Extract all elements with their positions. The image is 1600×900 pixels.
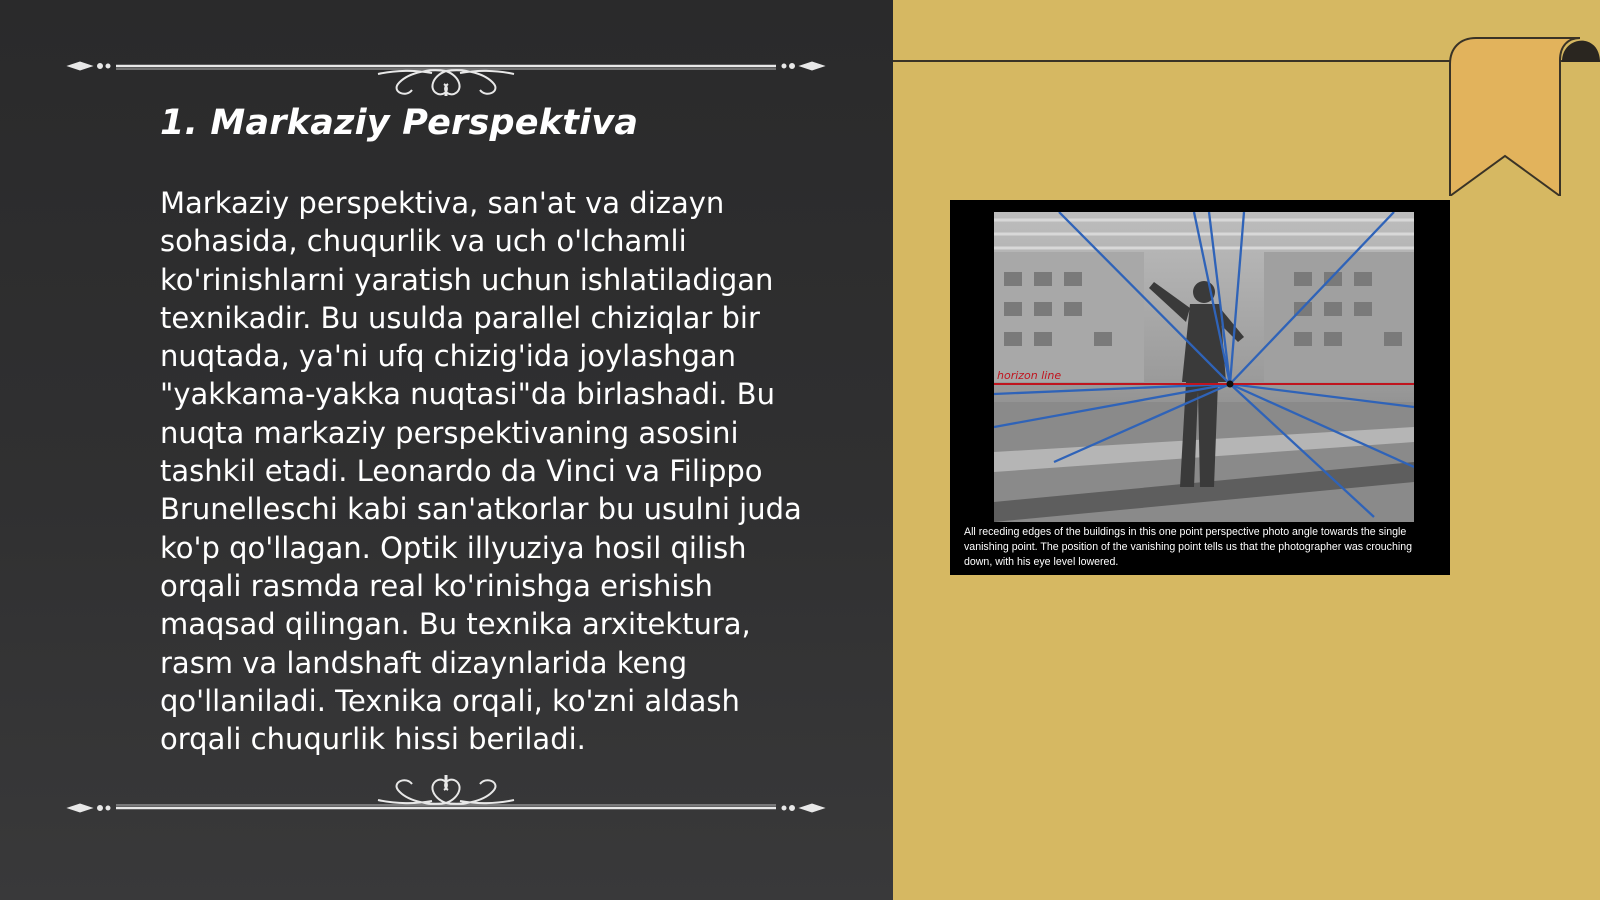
perspective-photo bbox=[994, 212, 1414, 522]
top-ornament-divider bbox=[66, 46, 826, 96]
slide-body-text: Markaziy perspektiva, san'at va dizayn sohasida, chuqurlik va uch o'lchamli ko'rinishlarni yaratish uchun ishlatiladigan texnikadir. Bu usulda parallel chiziqlar bir nuqtada, ya'ni ufq chizig'ida joylashgan "yakkama-yakka nuqtasi"da birlashadi. Bu nuqta markaziy perspektivaning asosini tashkil etadi. Leonardo da Vinci va Filippo Brunelleschi kabi san'atkorlar bu usulni juda ko'p qo'llagan. Optik illyuziya hosil qilish orqali rasmda real ko'rinishga erishish maqsad qilingan. Bu texnika arxitektura, rasm va landshaft dizaynlarida keng qo'llaniladi. Texnika orqali, ko'zni aldash orqali chuqurlik hissi beriladi. bbox=[160, 186, 802, 757]
ribbon-bookmark-icon bbox=[1432, 36, 1600, 196]
figure-caption: All receding edges of the buildings in this one point perspective photo angle towards the single vanishing point. The position of the vanishing point tells us that the photographer was crouching down, with his eye level lowered. bbox=[964, 526, 1412, 568]
slide-title: 1. Markaziy Perspektiva bbox=[160, 103, 639, 143]
perspective-figure bbox=[950, 200, 1450, 575]
bottom-ornament-divider bbox=[66, 775, 826, 825]
horizon-line-label: horizon line bbox=[997, 369, 1062, 382]
